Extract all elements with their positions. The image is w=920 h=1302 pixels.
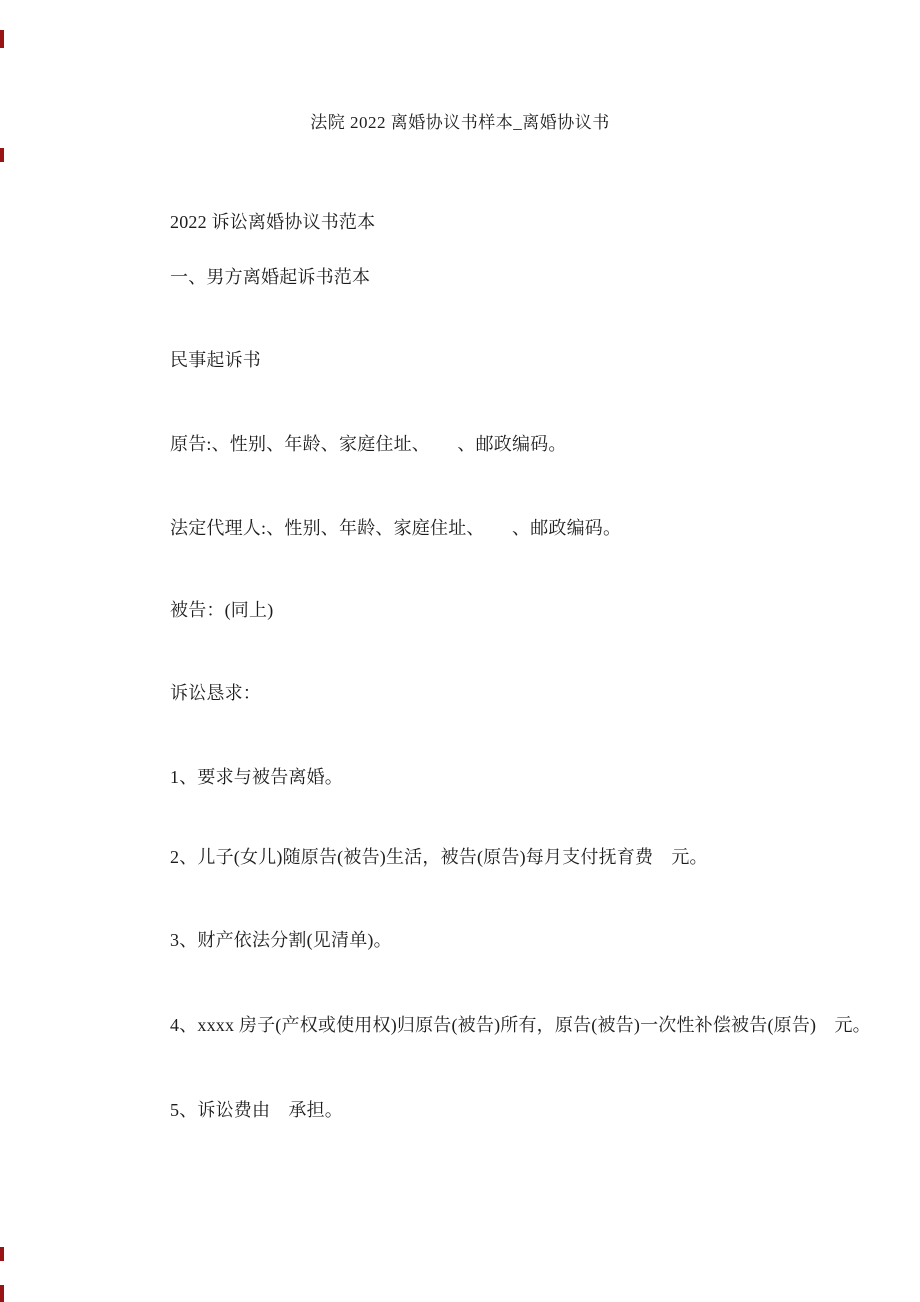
document-title: 法院 2022 离婚协议书样本_离婚协议书 [310, 113, 610, 132]
paragraph-doc-type: 民事起诉书 [170, 350, 261, 370]
paragraph-plaintiff: 原告:、性别、年龄、家庭住址、 、邮政编码。 [170, 434, 567, 454]
left-edge-artifact-mark [0, 1247, 4, 1261]
paragraph-claim-1: 1、要求与被告离婚。 [170, 767, 343, 787]
paragraph-claim-4: 4、xxxx 房子(产权或使用权)归原告(被告)所有，原告(被告)一次性补偿被告(原告) 元。 [170, 1015, 871, 1035]
paragraph-claim-3: 3、财产依法分割(见清单)。 [170, 930, 392, 950]
paragraph-subtitle: 2022 诉讼离婚协议书范本 [170, 212, 376, 232]
paragraph-claims-heading: 诉讼恳求： [170, 683, 261, 703]
left-edge-artifact-mark [0, 30, 4, 48]
left-edge-artifact-mark [0, 148, 4, 162]
paragraph-claim-2: 2、儿子(女儿)随原告(被告)生活，被告(原告)每月支付抚育费 元。 [170, 847, 708, 867]
paragraph-section-heading: 一、男方离婚起诉书范本 [170, 267, 371, 287]
left-edge-artifact-mark [0, 1285, 4, 1302]
paragraph-defendant: 被告：(同上) [170, 600, 274, 620]
paragraph-claim-5: 5、诉讼费由 承担。 [170, 1100, 343, 1120]
paragraph-legal-agent: 法定代理人:、性别、年龄、家庭住址、 、邮政编码。 [170, 518, 622, 538]
